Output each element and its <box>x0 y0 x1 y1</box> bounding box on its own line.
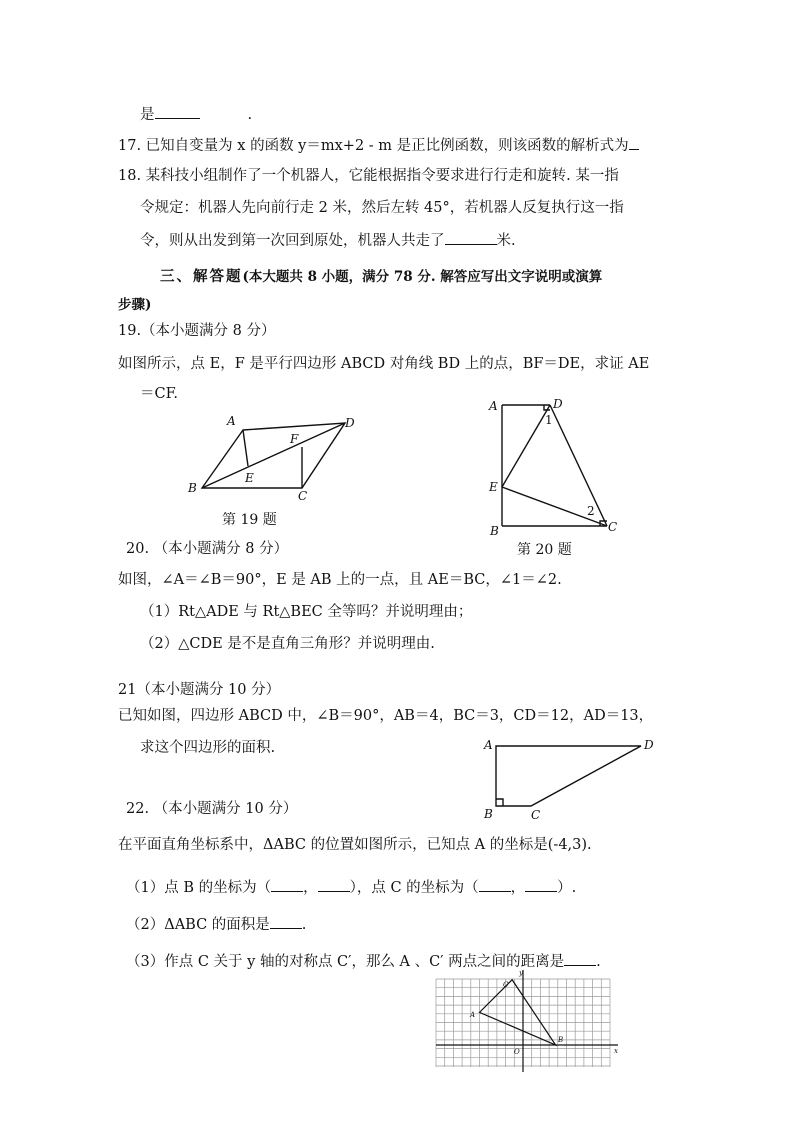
label-d: D <box>553 397 563 411</box>
angle-1-label: 1 <box>545 413 553 427</box>
question-18-line1: 18. 某科技小组制作了一个机器人，它能根据指令要求进行行走和旋转. 某一指 <box>118 168 619 184</box>
label-y: y <box>519 969 523 977</box>
label-x: x <box>614 1047 618 1055</box>
q22-item1: （1）点 B 的坐标为（ ， ），点 C 的坐标为（ ， ）. <box>126 877 576 897</box>
q19-line2: ＝CF. <box>140 386 179 402</box>
label-a: A <box>227 414 236 428</box>
q21-header: 21（本小题满分 10 分） <box>118 682 281 698</box>
label-d: D <box>644 738 654 752</box>
label-c: C <box>298 489 308 503</box>
label-f: F <box>290 432 299 446</box>
label-a: A <box>484 738 493 752</box>
label-a: A <box>470 1011 476 1019</box>
fig20-caption: 第 20 题 <box>517 542 572 558</box>
label-b: B <box>490 524 499 538</box>
label-d: D <box>345 416 355 430</box>
q21-line2: 求这个四边形的面积. <box>140 740 276 756</box>
q20-item2: （2）△CDE 是不是直角三角形？并说明理由. <box>140 636 435 652</box>
angle-2-label: 2 <box>587 504 595 518</box>
q20-header: 20. （本小题满分 8 分） <box>126 541 289 557</box>
q20-line1: 如图，∠A＝∠B＝90°，E 是 AB 上的一点，且 AE＝BC，∠1＝∠2. <box>118 572 562 588</box>
label-c: C <box>608 520 618 534</box>
q19-line1: 如图所示，点 E，F 是平行四边形 ABCD 对角线 BD 上的点，BF＝DE，求证 AE <box>118 356 650 372</box>
label-c: C <box>503 981 509 989</box>
q19-header: 19.（本小题满分 8 分） <box>118 323 276 339</box>
q22-line1: 在平面直角坐标系中，ΔABC 的位置如图所示，已知点 A 的坐标是(-4,3). <box>118 837 592 853</box>
question-18-line2: 令规定：机器人先向前行走 2 米，然后左转 45°，若机器人反复执行这一指 <box>140 200 624 216</box>
question-18-line3: 令，则从出发到第一次回到原处，机器人共走了 米. <box>140 230 516 250</box>
q22-item3: （3）作点 C 关于 y 轴的对称点 C′，那么 A 、C′ 两点之间的距离是 . <box>126 951 601 971</box>
label-c: C <box>531 808 541 822</box>
fig19-caption: 第 19 题 <box>222 512 277 528</box>
label-o: O <box>514 1048 520 1056</box>
question-17: 17. 已知自变量为 x 的函数 y＝mx+2 - m 是正比例函数，则该函数的解析式为 <box>118 135 639 155</box>
label-e: E <box>489 480 498 494</box>
label-a: A <box>489 399 498 413</box>
q21-line1: 已知如图，四边形 ABCD 中，∠B＝90°，AB＝4，BC＝3，CD＝12，AD＝13， <box>118 708 654 724</box>
label-b: B <box>484 807 493 821</box>
label-e: E <box>245 471 254 485</box>
section-3-note-cont: 步骤) <box>118 297 152 313</box>
triangle-abc <box>480 980 556 1045</box>
q20-item1: （1）Rt△ADE 与 Rt△BEC 全等吗？并说明理由； <box>140 604 473 620</box>
q22-item2: （2）ΔABC 的面积是 . <box>126 914 306 934</box>
label-b: B <box>558 1036 564 1044</box>
section-3-heading: 三、解答题(本大题共 8 小题，满分 78 分. 解答应写出文字说明或演算 <box>160 268 603 285</box>
label-b: B <box>188 481 197 495</box>
q22-header: 22. （本小题满分 10 分） <box>126 801 298 817</box>
q16-tail: 是 . <box>140 104 252 124</box>
